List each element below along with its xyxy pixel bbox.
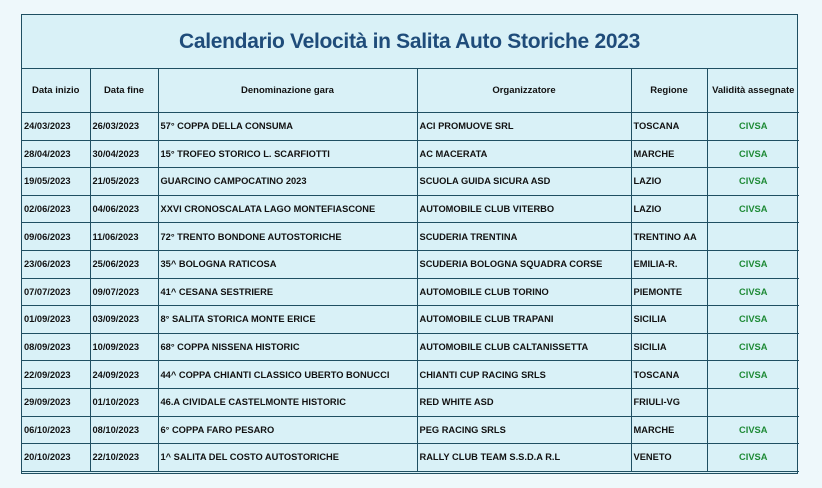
cell-validity: CIVSA bbox=[707, 444, 799, 472]
cell-validity: CIVSA bbox=[707, 195, 799, 223]
cell-validity: CIVSA bbox=[707, 140, 799, 168]
cell-validity: CIVSA bbox=[707, 168, 799, 196]
cell-race-name: 6° COPPA FARO PESARO bbox=[158, 416, 417, 444]
cell-start-date: 19/05/2023 bbox=[22, 168, 90, 196]
cell-end-date: 03/09/2023 bbox=[90, 306, 158, 334]
cell-end-date: 09/07/2023 bbox=[90, 278, 158, 306]
cell-start-date: 02/06/2023 bbox=[22, 195, 90, 223]
cell-region: LAZIO bbox=[631, 168, 707, 196]
cell-region: TOSCANA bbox=[631, 361, 707, 389]
cell-end-date: 10/09/2023 bbox=[90, 333, 158, 361]
cell-organizer: PEG RACING SRLS bbox=[417, 416, 631, 444]
cell-race-name: XXVI CRONOSCALATA LAGO MONTEFIASCONE bbox=[158, 195, 417, 223]
cell-validity: CIVSA bbox=[707, 333, 799, 361]
cell-region: PIEMONTE bbox=[631, 278, 707, 306]
table-row bbox=[22, 444, 799, 472]
table-row bbox=[22, 250, 799, 278]
cell-validity: CIVSA bbox=[707, 113, 799, 141]
cell-race-name: 8° SALITA STORICA MONTE ERICE bbox=[158, 306, 417, 334]
cell-start-date: 20/10/2023 bbox=[22, 444, 90, 472]
cell-organizer: SCUDERIA TRENTINA bbox=[417, 223, 631, 251]
title-bar bbox=[22, 15, 797, 69]
table-row bbox=[22, 306, 799, 334]
cell-region: VENETO bbox=[631, 444, 707, 472]
cell-organizer: AUTOMOBILE CLUB TRAPANI bbox=[417, 306, 631, 334]
calendar-sheet bbox=[21, 14, 798, 474]
cell-region: EMILIA-R. bbox=[631, 250, 707, 278]
cell-race-name: 35^ BOLOGNA RATICOSA bbox=[158, 250, 417, 278]
cell-race-name: 15° TROFEO STORICO L. SCARFIOTTI bbox=[158, 140, 417, 168]
cell-end-date: 24/09/2023 bbox=[90, 361, 158, 389]
cell-end-date: 04/06/2023 bbox=[90, 195, 158, 223]
cell-organizer: CHIANTI CUP RACING SRLS bbox=[417, 361, 631, 389]
cell-validity: CIVSA bbox=[707, 250, 799, 278]
cell-organizer: ACI PROMUOVE SRL bbox=[417, 113, 631, 141]
table-row bbox=[22, 278, 799, 306]
table-row bbox=[22, 140, 799, 168]
cell-validity: CIVSA bbox=[707, 306, 799, 334]
cell-validity: CIVSA bbox=[707, 416, 799, 444]
cell-end-date: 25/06/2023 bbox=[90, 250, 158, 278]
header-region: Regione bbox=[631, 68, 707, 113]
cell-race-name: 46.A CIVIDALE CASTELMONTE HISTORIC bbox=[158, 388, 417, 416]
header-validity: Validità assegnate bbox=[707, 68, 799, 113]
cell-region: SICILIA bbox=[631, 333, 707, 361]
cell-race-name: 41^ CESANA SESTRIERE bbox=[158, 278, 417, 306]
cell-start-date: 07/07/2023 bbox=[22, 278, 90, 306]
cell-race-name: 1^ SALITA DEL COSTO AUTOSTORICHE bbox=[158, 444, 417, 472]
cell-region: LAZIO bbox=[631, 195, 707, 223]
cell-organizer: AC MACERATA bbox=[417, 140, 631, 168]
cell-start-date: 29/09/2023 bbox=[22, 388, 90, 416]
cell-start-date: 28/04/2023 bbox=[22, 140, 90, 168]
header-end-date: Data fine bbox=[90, 68, 158, 113]
table-row bbox=[22, 223, 799, 251]
cell-start-date: 09/06/2023 bbox=[22, 223, 90, 251]
table-row bbox=[22, 168, 799, 196]
cell-region: MARCHE bbox=[631, 140, 707, 168]
cell-end-date: 21/05/2023 bbox=[90, 168, 158, 196]
table-row bbox=[22, 113, 799, 141]
header-row bbox=[22, 68, 799, 113]
cell-organizer: RALLY CLUB TEAM S.S.D.A R.L bbox=[417, 444, 631, 472]
cell-validity: CIVSA bbox=[707, 361, 799, 389]
cell-race-name: 68° COPPA NISSENA HISTORIC bbox=[158, 333, 417, 361]
cell-end-date: 08/10/2023 bbox=[90, 416, 158, 444]
header-start-date: Data inizio bbox=[22, 68, 90, 113]
cell-validity bbox=[707, 388, 799, 416]
cell-region: FRIULI-VG bbox=[631, 388, 707, 416]
header-race-name: Denominazione gara bbox=[158, 68, 417, 113]
table-row bbox=[22, 388, 799, 416]
header-organizer: Organizzatore bbox=[417, 68, 631, 113]
cell-organizer: AUTOMOBILE CLUB VITERBO bbox=[417, 195, 631, 223]
cell-region: TRENTINO AA bbox=[631, 223, 707, 251]
cell-start-date: 24/03/2023 bbox=[22, 113, 90, 141]
table-row bbox=[22, 361, 799, 389]
cell-organizer: AUTOMOBILE CLUB CALTANISSETTA bbox=[417, 333, 631, 361]
table-row bbox=[22, 333, 799, 361]
cell-organizer: RED WHITE ASD bbox=[417, 388, 631, 416]
cell-region: TOSCANA bbox=[631, 113, 707, 141]
cell-start-date: 06/10/2023 bbox=[22, 416, 90, 444]
cell-validity: CIVSA bbox=[707, 278, 799, 306]
cell-end-date: 22/10/2023 bbox=[90, 444, 158, 472]
table-row bbox=[22, 416, 799, 444]
cell-region: SICILIA bbox=[631, 306, 707, 334]
cell-end-date: 26/03/2023 bbox=[90, 113, 158, 141]
cell-start-date: 22/09/2023 bbox=[22, 361, 90, 389]
cell-start-date: 23/06/2023 bbox=[22, 250, 90, 278]
cell-organizer: SCUOLA GUIDA SICURA ASD bbox=[417, 168, 631, 196]
cell-race-name: 44^ COPPA CHIANTI CLASSICO UBERTO BONUCCI bbox=[158, 361, 417, 389]
cell-validity bbox=[707, 223, 799, 251]
cell-race-name: 72° TRENTO BONDONE AUTOSTORICHE bbox=[158, 223, 417, 251]
cell-region: MARCHE bbox=[631, 416, 707, 444]
cell-end-date: 30/04/2023 bbox=[90, 140, 158, 168]
cell-end-date: 01/10/2023 bbox=[90, 388, 158, 416]
cell-race-name: 57° COPPA DELLA CONSUMA bbox=[158, 113, 417, 141]
cell-organizer: SCUDERIA BOLOGNA SQUADRA CORSE bbox=[417, 250, 631, 278]
page-title: Calendario Velocità in Salita Auto Storiche 2023 bbox=[179, 29, 640, 53]
cell-start-date: 08/09/2023 bbox=[22, 333, 90, 361]
table-row bbox=[22, 195, 799, 223]
race-calendar-table bbox=[22, 68, 799, 472]
cell-organizer: AUTOMOBILE CLUB TORINO bbox=[417, 278, 631, 306]
cell-race-name: GUARCINO CAMPOCATINO 2023 bbox=[158, 168, 417, 196]
cell-end-date: 11/06/2023 bbox=[90, 223, 158, 251]
cell-start-date: 01/09/2023 bbox=[22, 306, 90, 334]
